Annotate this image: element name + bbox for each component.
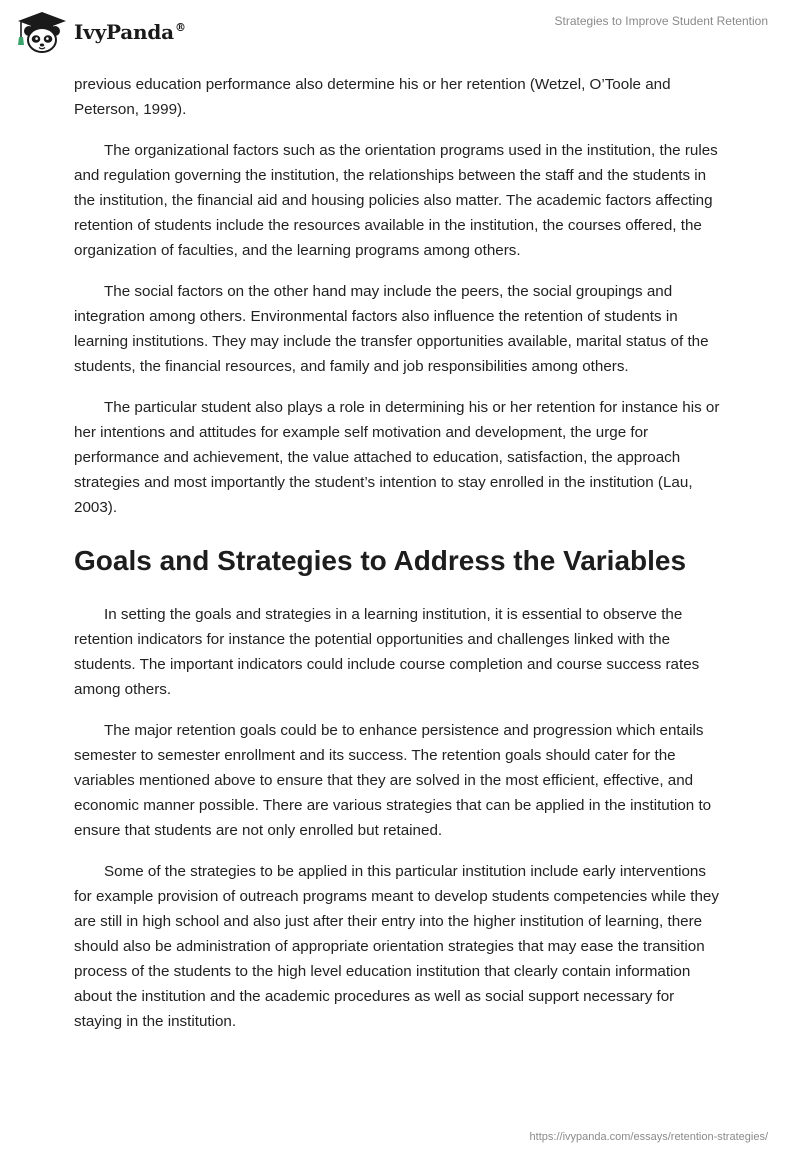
panda-graduation-cap-icon xyxy=(16,10,68,54)
source-url[interactable]: https://ivypanda.com/essays/retention-strategies/ xyxy=(529,1131,768,1143)
section-heading: Goals and Strategies to Address the Variables xyxy=(74,545,687,576)
paragraph: The major retention goals could be to enhance persistence and progression which entails semester to semester enrollment and its success. The retention goals should cater for the variables mentioned above to ensure that they are solved in the most efficient, effective, and economic manner possible. There are various strategies that can be applied in the institution to ensure that students are not only enrolled but retained. xyxy=(74,722,712,839)
paragraph: Some of the strategies to be applied in this particular institution include early interventions for example provision of outreach programs meant to develop students competencies while they are still in high school and also just after their entry into the higher institution of learning, there should also be administration of appropriate orientation strategies that may ease the transition process of the students to the high level education institution that clearly contain information about the institution and the academic procedures as well as social support necessary for staying in the institution. xyxy=(74,863,719,1030)
page-header xyxy=(0,0,800,64)
paragraph: In setting the goals and strategies in a learning institution, it is essential to observe the retention indicators for instance the potential opportunities and challenges linked with the students. The important indicators could include course completion and course success rates among others. xyxy=(74,606,700,698)
brand-name: IvyPanda xyxy=(74,20,174,44)
paragraph: The particular student also plays a role in determining his or her retention for instance his or her intentions and attitudes for example self motivation and development, the urge for performance and achievement, the value attached to education, satisfaction, the approach strategies and most importantly the student’s intention to stay enrolled in the institution (Lau, 2003). xyxy=(74,399,720,516)
paragraph: The organizational factors such as the orientation programs used in the institution, the rules and regulation governing the institution, the relationships between the staff and the students in the institution, the financial aid and housing policies also matter. The academic factors affecting retention of students include the resources available in the institution, the courses offered, the organization of faculties, and the learning programs among others. xyxy=(74,142,718,259)
paragraph: The social factors on the other hand may include the peers, the social groupings and integration among others. Environmental factors also influence the retention of students in learning institutions. They may include the transfer opportunities available, marital status of the students, the financial resources, and family and job responsibilities among others. xyxy=(74,283,709,375)
registered-mark: ® xyxy=(174,21,186,35)
document-title: Strategies to Improve Student Retention xyxy=(554,14,768,28)
essay-content xyxy=(74,72,726,1050)
ivypanda-logo[interactable] xyxy=(16,10,186,54)
logo-wordmark xyxy=(74,20,186,44)
paragraph: previous education performance also determine his or her retention (Wetzel, O’Toole and Peterson, 1999). xyxy=(74,76,671,118)
